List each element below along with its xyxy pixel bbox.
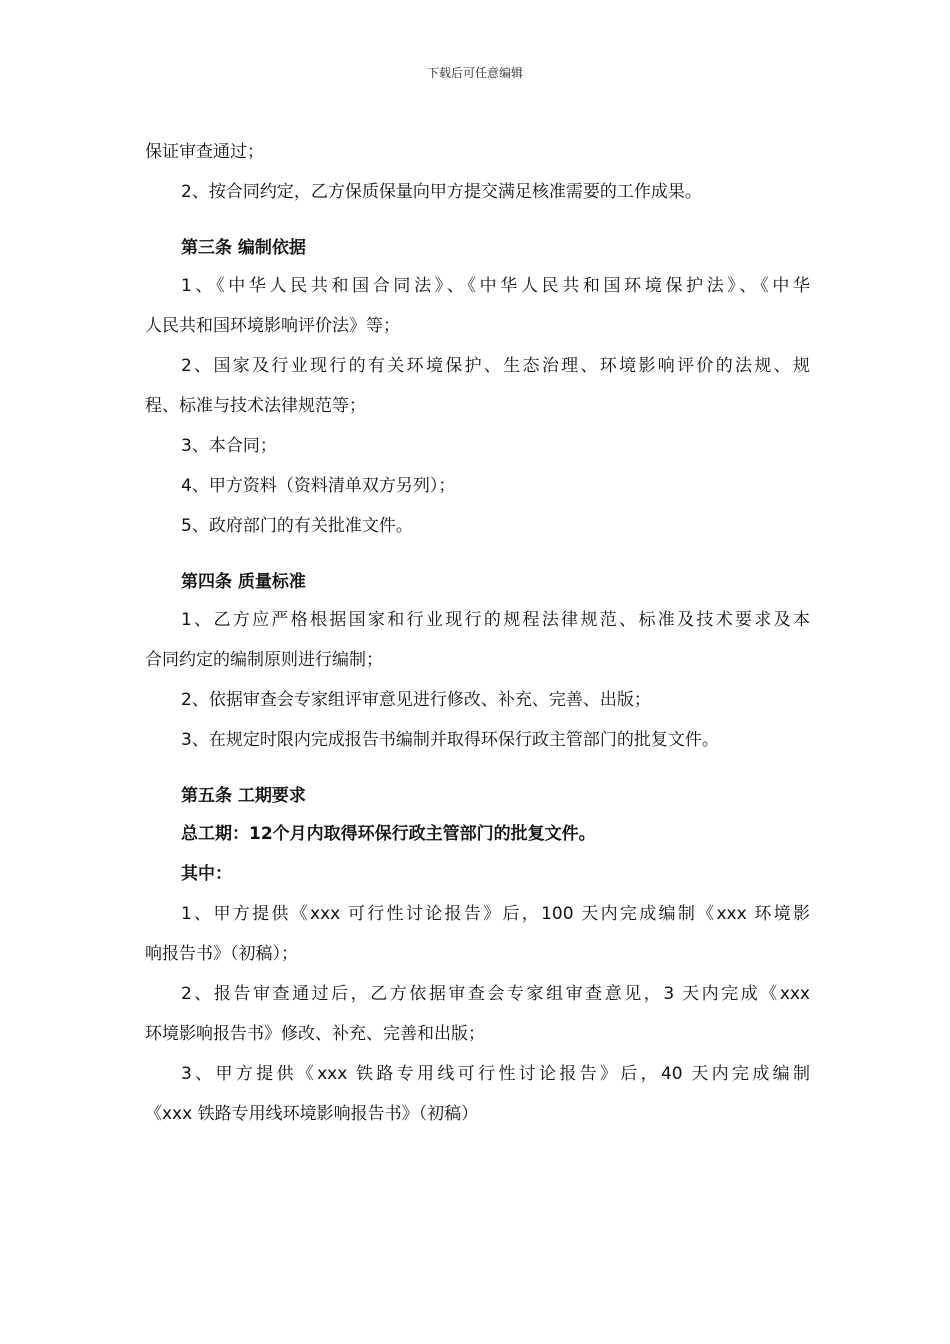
paragraph-line: 环境影响报告书》修改、补充、完善和出版； <box>145 1024 485 1044</box>
paragraph-line: 2、按合同约定，乙方保质保量向甲方提交满足核准需要的工作成果。 <box>181 182 702 202</box>
document-body <box>145 140 810 1142</box>
paragraph-line: 2、国家及行业现行的有关环境保护、生态治理、环境影响评价的法规、规 <box>181 356 810 376</box>
paragraph-line: 1、甲方提供《xxx 可行性讨论报告》后，100 天内完成编制《xxx 环境影 <box>181 904 810 924</box>
paragraph-line: 2、报告审查通过后，乙方依据审查会专家组审查意见，3 天内完成《xxx <box>181 984 810 1004</box>
section-heading: 第四条 质量标准 <box>181 572 306 592</box>
paragraph-line: 合同约定的编制原则进行编制； <box>145 650 383 670</box>
paragraph-line: 保证审查通过； <box>145 142 264 162</box>
paragraph-line: 人民共和国环境影响评价法》等； <box>145 316 400 336</box>
paragraph-line: 响报告书》（初稿）； <box>145 944 298 964</box>
paragraph-line: 程、标准与技术法律规范等； <box>145 396 366 416</box>
paragraph-line: 3、在规定时限内完成报告书编制并取得环保行政主管部门的批复文件。 <box>181 730 719 750</box>
paragraph-line: 2、依据审查会专家组评审意见进行修改、补充、完善、出版； <box>181 690 651 710</box>
paragraph-line: 1、乙方应严格根据国家和行业现行的规程法律规范、标准及技术要求及本 <box>181 610 810 630</box>
paragraph-line: 3、本合同； <box>181 436 277 456</box>
paragraph-line: 3、甲方提供《xxx 铁路专用线可行性讨论报告》后，40 天内完成编制 <box>181 1064 810 1084</box>
paragraph-line: 5、政府部门的有关批准文件。 <box>181 516 413 536</box>
paragraph-line: 1、《中华人民共和国合同法》、《中华人民共和国环境保护法》、《中华 <box>181 276 810 296</box>
page-header: 下载后可任意编辑 <box>426 66 523 80</box>
paragraph-line: 《xxx 铁路专用线环境影响报告书》（初稿） <box>145 1104 479 1124</box>
section-heading: 第五条 工期要求 <box>181 786 306 806</box>
section-heading: 第三条 编制依据 <box>181 238 306 258</box>
total-duration-line: 总工期：12个月内取得环保行政主管部门的批复文件。 <box>181 824 596 844</box>
subheading-line: 其中： <box>181 864 232 884</box>
paragraph-line: 4、甲方资料（资料清单双方另列）； <box>181 476 456 496</box>
